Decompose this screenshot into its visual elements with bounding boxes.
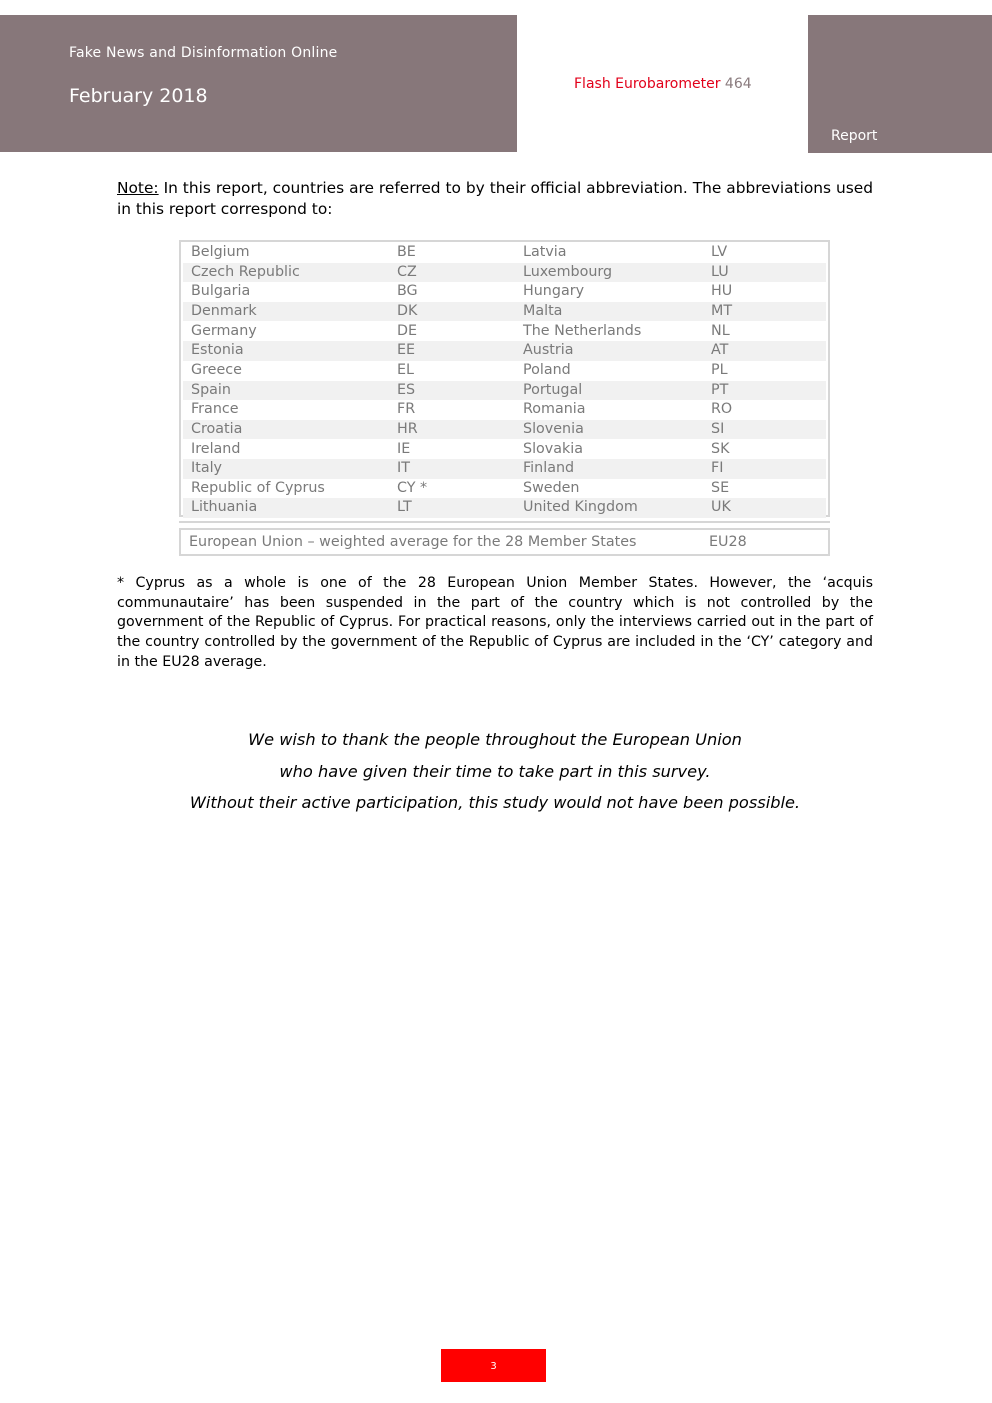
report-label: Report — [831, 128, 878, 144]
country-code: BG — [397, 283, 418, 300]
country-code: DK — [397, 302, 418, 319]
survey-number: 464 — [724, 76, 752, 92]
country-name: Ireland — [191, 440, 241, 457]
header-right-banner — [808, 15, 992, 153]
report-subtitle: Fake News and Disinformation Online — [69, 45, 338, 61]
table-row — [183, 440, 826, 460]
country-name: Spain — [191, 381, 231, 398]
country-name: Luxembourg — [523, 263, 613, 280]
country-name: Estonia — [191, 342, 244, 359]
country-code: UK — [711, 499, 731, 516]
country-name: Germany — [191, 322, 257, 339]
abbreviation-note — [117, 178, 873, 220]
country-name: Republic of Cyprus — [191, 479, 325, 496]
table-row — [183, 341, 826, 361]
eu-average-name: European Union – weighted average for the 28 Member States — [189, 534, 637, 550]
country-code: FI — [711, 460, 724, 477]
country-code: SK — [711, 440, 730, 457]
country-name: Greece — [191, 361, 242, 378]
table-row — [183, 302, 826, 322]
country-code: PT — [711, 381, 729, 398]
note-text: In this report, countries are referred to by their official abbreviation. The abbreviations used in this report correspond to: — [117, 179, 873, 218]
country-code: NL — [711, 322, 730, 339]
country-code: AT — [711, 342, 729, 359]
thanks-line: who have given their time to take part in this survey. — [279, 761, 711, 781]
country-name: Malta — [523, 302, 563, 319]
country-name: Italy — [191, 460, 223, 477]
country-name: Portugal — [523, 381, 583, 398]
country-code: LU — [711, 263, 729, 280]
country-code: EL — [397, 361, 414, 378]
table-row — [183, 381, 826, 401]
table-row — [183, 322, 826, 342]
report-date: February 2018 — [69, 85, 208, 107]
survey-title — [574, 76, 752, 92]
country-code: BE — [397, 244, 416, 260]
country-abbreviation-table — [179, 240, 830, 517]
table-row — [183, 282, 826, 302]
country-code: IE — [397, 440, 411, 457]
note-label: Note: — [117, 179, 159, 197]
cyprus-footnote: * Cyprus as a whole is one of the 28 European Union Member States. However, the ‘acquis communautaire’ has been suspended in the part of the country which is not controlled by the government of the Republic of Cyprus. For practical reasons, only the interviews carried out in the part of the country controlled by the government of the Republic of Cyprus are included in the ‘CY’ category and in the EU28 average. — [117, 575, 873, 670]
country-code: RO — [711, 401, 733, 418]
thanks-line: We wish to thank the people throughout the European Union — [248, 730, 742, 749]
eu-average-code: EU28 — [709, 534, 747, 550]
table-row — [183, 263, 826, 283]
survey-brand: Flash Eurobarometer — [574, 76, 721, 92]
country-name: France — [191, 401, 239, 418]
table-divider — [179, 521, 830, 523]
header-left-banner — [0, 15, 517, 152]
page-number: 3 — [441, 1349, 546, 1382]
table-row — [183, 459, 826, 479]
country-name: Denmark — [191, 302, 257, 319]
country-code: SE — [711, 479, 730, 496]
table-row — [183, 479, 826, 499]
country-code: SI — [711, 420, 725, 437]
thanks-message — [117, 724, 873, 819]
country-name: The Netherlands — [523, 322, 642, 339]
country-name: Hungary — [523, 283, 585, 300]
country-code: CZ — [397, 263, 417, 280]
table-row — [183, 243, 826, 263]
country-code: FR — [397, 401, 416, 418]
country-name: Austria — [523, 342, 574, 359]
country-code: DE — [397, 322, 418, 339]
table-row — [183, 498, 826, 518]
country-code: EE — [397, 342, 416, 359]
country-code: LT — [397, 499, 412, 516]
country-name: Poland — [523, 361, 571, 378]
thanks-line: Without their active participation, this study would not have been possible. — [189, 793, 801, 812]
country-name: Latvia — [523, 244, 567, 260]
country-name: Slovenia — [523, 420, 584, 437]
country-code: HR — [397, 420, 418, 437]
country-code: HU — [711, 283, 733, 300]
country-name: United Kingdom — [523, 499, 638, 516]
country-name: Romania — [523, 401, 586, 418]
country-name: Lithuania — [191, 499, 258, 516]
country-code: CY * — [397, 479, 428, 496]
country-code: LV — [711, 244, 728, 260]
country-code: IT — [397, 460, 410, 477]
country-code: ES — [397, 381, 416, 398]
country-name: Belgium — [191, 244, 250, 260]
table-row — [183, 400, 826, 420]
country-code: MT — [711, 302, 733, 319]
table-row — [183, 361, 826, 381]
country-name: Czech Republic — [191, 263, 300, 280]
country-name: Finland — [523, 460, 575, 477]
table-row — [183, 420, 826, 440]
country-name: Sweden — [523, 479, 580, 496]
country-name: Croatia — [191, 420, 243, 437]
country-name: Bulgaria — [191, 283, 251, 300]
country-code: PL — [711, 361, 728, 378]
country-name: Slovakia — [523, 440, 584, 457]
eu-average-row — [179, 528, 830, 556]
